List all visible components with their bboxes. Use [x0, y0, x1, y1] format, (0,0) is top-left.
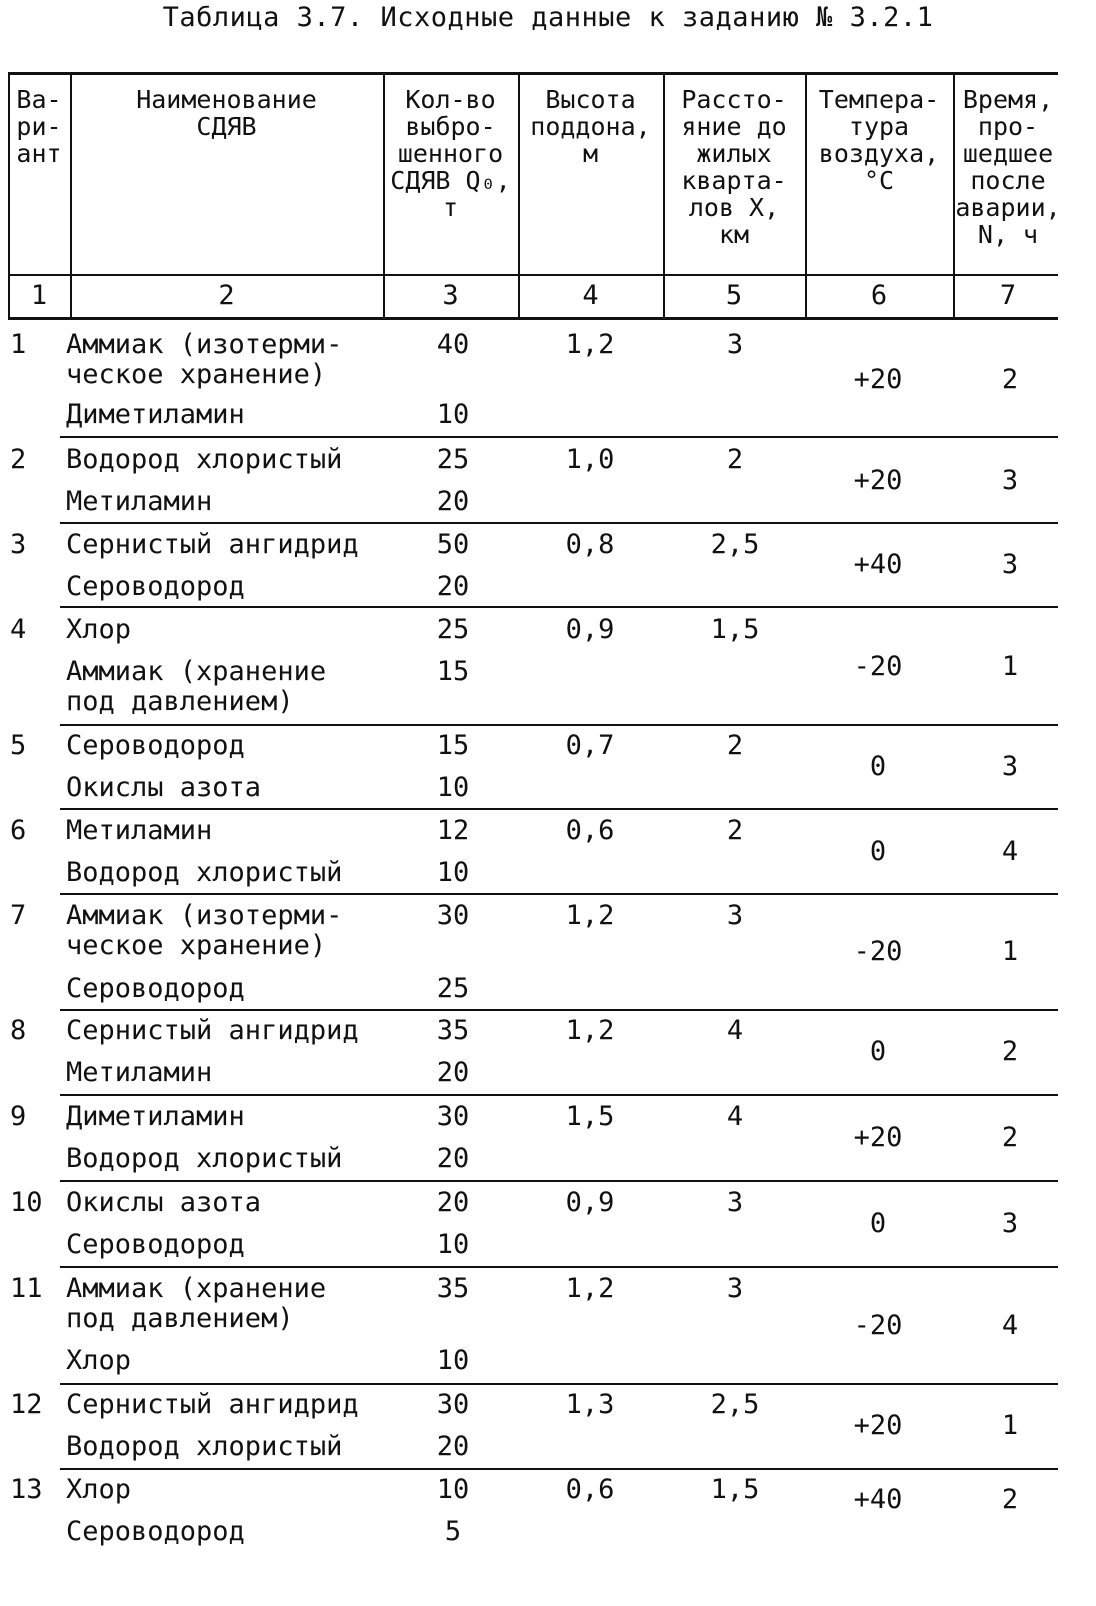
row-separator: [60, 1468, 1058, 1470]
distance-value: 1,5: [710, 614, 760, 645]
temperature-value: -20: [853, 651, 903, 682]
time-value: 2: [1001, 1122, 1019, 1153]
temperature-value: +20: [853, 465, 903, 496]
pallet-height: 1,5: [565, 1101, 615, 1132]
distance-value: 2: [726, 730, 744, 761]
header-variant: Ва- ри- ант: [16, 85, 62, 168]
substance-primary: Аммиак (изотерми- ческое хранение): [66, 329, 343, 390]
variant-number: 13: [10, 1474, 43, 1505]
substance-secondary: Сероводород: [66, 571, 245, 602]
temperature-value: +40: [853, 549, 903, 580]
substance-primary: Сероводород: [66, 730, 245, 761]
header-number-4: 4: [582, 280, 599, 311]
header-number-6: 6: [870, 280, 888, 311]
variant-number: 3: [10, 529, 27, 560]
substance-primary: Метиламин: [66, 815, 213, 846]
distance-value: 3: [726, 1273, 744, 1304]
temperature-value: +20: [853, 1410, 903, 1441]
quantity-secondary: 10: [436, 1229, 470, 1260]
substance-primary: Сернистый ангидрид: [66, 1389, 359, 1420]
time-value: 3: [1001, 465, 1019, 496]
quantity-secondary: 5: [444, 1516, 462, 1547]
header-temperature: Темпера- тура воздуха, °С: [818, 85, 940, 195]
quantity-secondary: 15: [436, 656, 470, 687]
time-value: 1: [1001, 651, 1019, 682]
substance-secondary: Сероводород: [66, 973, 245, 1004]
substance-secondary: Диметиламин: [66, 399, 245, 430]
quantity-secondary: 20: [436, 486, 470, 517]
variant-number: 1: [10, 329, 27, 360]
pallet-height: 1,2: [565, 1015, 615, 1046]
substance-primary: Водород хлористый: [66, 444, 343, 475]
quantity-secondary: 20: [436, 1431, 470, 1462]
quantity-secondary: 20: [436, 571, 470, 602]
pallet-height: 0,7: [565, 730, 615, 761]
row-separator: [60, 522, 1058, 524]
distance-value: 1,5: [710, 1474, 760, 1505]
distance-value: 3: [726, 900, 744, 931]
time-value: 1: [1001, 1410, 1019, 1441]
time-value: 3: [1001, 1208, 1019, 1239]
substance-secondary: Водород хлористый: [66, 1431, 343, 1462]
variant-number: 12: [10, 1389, 43, 1420]
variant-number: 4: [10, 614, 27, 645]
temperature-value: 0: [869, 751, 887, 782]
quantity-secondary: 25: [436, 973, 470, 1004]
quantity-primary: 50: [436, 529, 470, 560]
distance-value: 3: [726, 329, 744, 360]
substance-primary: Сернистый ангидрид: [66, 529, 359, 560]
time-value: 2: [1001, 364, 1019, 395]
quantity-secondary: 20: [436, 1057, 470, 1088]
variant-number: 8: [10, 1015, 27, 1046]
time-value: 2: [1001, 1484, 1019, 1515]
pallet-height: 0,9: [565, 614, 615, 645]
distance-value: 3: [726, 1187, 744, 1218]
header-number-rule: [8, 274, 1058, 276]
distance-value: 2,5: [710, 1389, 760, 1420]
header-time: Время, про- шедшее после аварии, N, ч: [955, 85, 1061, 249]
row-separator: [60, 606, 1058, 608]
variant-number: 7: [10, 900, 27, 931]
pallet-height: 0,9: [565, 1187, 615, 1218]
row-separator: [60, 1180, 1058, 1182]
distance-value: 4: [726, 1101, 744, 1132]
substance-primary: Аммиак (хранение под давлением): [66, 1273, 327, 1334]
quantity-secondary: 10: [436, 772, 470, 803]
header-bottom-rule: [8, 317, 1058, 320]
quantity-secondary: 10: [436, 857, 470, 888]
pallet-height: 0,6: [565, 1474, 615, 1505]
temperature-value: +40: [853, 1484, 903, 1515]
temperature-value: 0: [869, 836, 887, 867]
variant-number: 2: [10, 444, 27, 475]
row-separator: [60, 436, 1058, 438]
substance-secondary: Сероводород: [66, 1229, 245, 1260]
quantity-primary: 30: [436, 1389, 470, 1420]
header-top-rule: [8, 72, 1058, 75]
substance-primary: Аммиак (изотерми- ческое хранение): [66, 900, 343, 961]
temperature-value: -20: [853, 1310, 903, 1341]
variant-number: 11: [10, 1273, 43, 1304]
temperature-value: +20: [853, 1122, 903, 1153]
pallet-height: 0,6: [565, 815, 615, 846]
row-separator: [60, 1266, 1058, 1268]
quantity-secondary: 10: [436, 1345, 470, 1376]
substance-secondary: Метиламин: [66, 486, 213, 517]
row-separator: [60, 893, 1058, 895]
variant-number: 9: [10, 1101, 27, 1132]
row-separator: [60, 1383, 1058, 1385]
temperature-value: 0: [869, 1036, 887, 1067]
time-value: 2: [1001, 1036, 1019, 1067]
temperature-value: -20: [853, 936, 903, 967]
variant-number: 10: [10, 1187, 43, 1218]
substance-primary: Сернистый ангидрид: [66, 1015, 359, 1046]
distance-value: 2: [726, 815, 744, 846]
substance-secondary: Водород хлористый: [66, 1143, 343, 1174]
pallet-height: 1,2: [565, 1273, 615, 1304]
distance-value: 2: [726, 444, 744, 475]
substance-primary: Хлор: [66, 1474, 132, 1505]
quantity-primary: 25: [436, 614, 470, 645]
distance-value: 2,5: [710, 529, 760, 560]
row-separator: [60, 1009, 1058, 1011]
time-value: 1: [1001, 936, 1019, 967]
substance-secondary: Окислы азота: [66, 772, 262, 803]
header-quantity: Кол-во выбро- шенного СДЯВ Q₀, т: [390, 85, 511, 222]
header-number-2: 2: [218, 280, 235, 311]
pallet-height: 1,2: [565, 900, 615, 931]
quantity-primary: 20: [436, 1187, 470, 1218]
quantity-secondary: 20: [436, 1143, 470, 1174]
quantity-primary: 10: [436, 1474, 470, 1505]
substance-secondary: Водород хлористый: [66, 857, 343, 888]
substance-primary: Хлор: [66, 614, 132, 645]
quantity-primary: 15: [436, 730, 470, 761]
quantity-primary: 40: [436, 329, 470, 360]
quantity-secondary: 10: [436, 399, 470, 430]
substance-primary: Окислы азота: [66, 1187, 262, 1218]
row-separator: [60, 808, 1058, 810]
header-distance: Рассто- яние до жилых кварта- лов X, км: [681, 85, 787, 249]
header-number-1: 1: [30, 280, 48, 311]
pallet-height: 1,3: [565, 1389, 615, 1420]
substance-primary: Диметиламин: [66, 1101, 245, 1132]
pallet-height: 1,0: [565, 444, 615, 475]
substance-secondary: Сероводород: [66, 1516, 245, 1547]
quantity-primary: 30: [436, 900, 470, 931]
pallet-height: 1,2: [565, 329, 615, 360]
distance-value: 4: [726, 1015, 744, 1046]
variant-number: 5: [10, 730, 27, 761]
header-number-5: 5: [725, 280, 743, 311]
quantity-primary: 30: [436, 1101, 470, 1132]
substance-secondary: Хлор: [66, 1345, 132, 1376]
time-value: 3: [1001, 549, 1019, 580]
quantity-primary: 25: [436, 444, 470, 475]
header-name: Наименование СДЯВ: [136, 85, 317, 141]
variant-number: 6: [10, 815, 27, 846]
row-separator: [60, 724, 1058, 726]
header-number-3: 3: [442, 280, 459, 311]
time-value: 4: [1001, 836, 1019, 867]
quantity-primary: 12: [436, 815, 470, 846]
time-value: 4: [1001, 1310, 1019, 1341]
pallet-height: 0,8: [565, 529, 615, 560]
time-value: 3: [1001, 751, 1019, 782]
quantity-primary: 35: [436, 1273, 470, 1304]
substance-secondary: Метиламин: [66, 1057, 213, 1088]
table-title: Таблица 3.7. Исходные данные к заданию № 3.2.1: [162, 2, 934, 33]
header-height: Высота поддона, м: [530, 85, 651, 168]
row-separator: [60, 1094, 1058, 1096]
quantity-primary: 35: [436, 1015, 470, 1046]
substance-secondary: Аммиак (хранение под давлением): [66, 656, 327, 717]
header-number-7: 7: [999, 280, 1017, 311]
temperature-value: 0: [869, 1208, 887, 1239]
temperature-value: +20: [853, 364, 903, 395]
